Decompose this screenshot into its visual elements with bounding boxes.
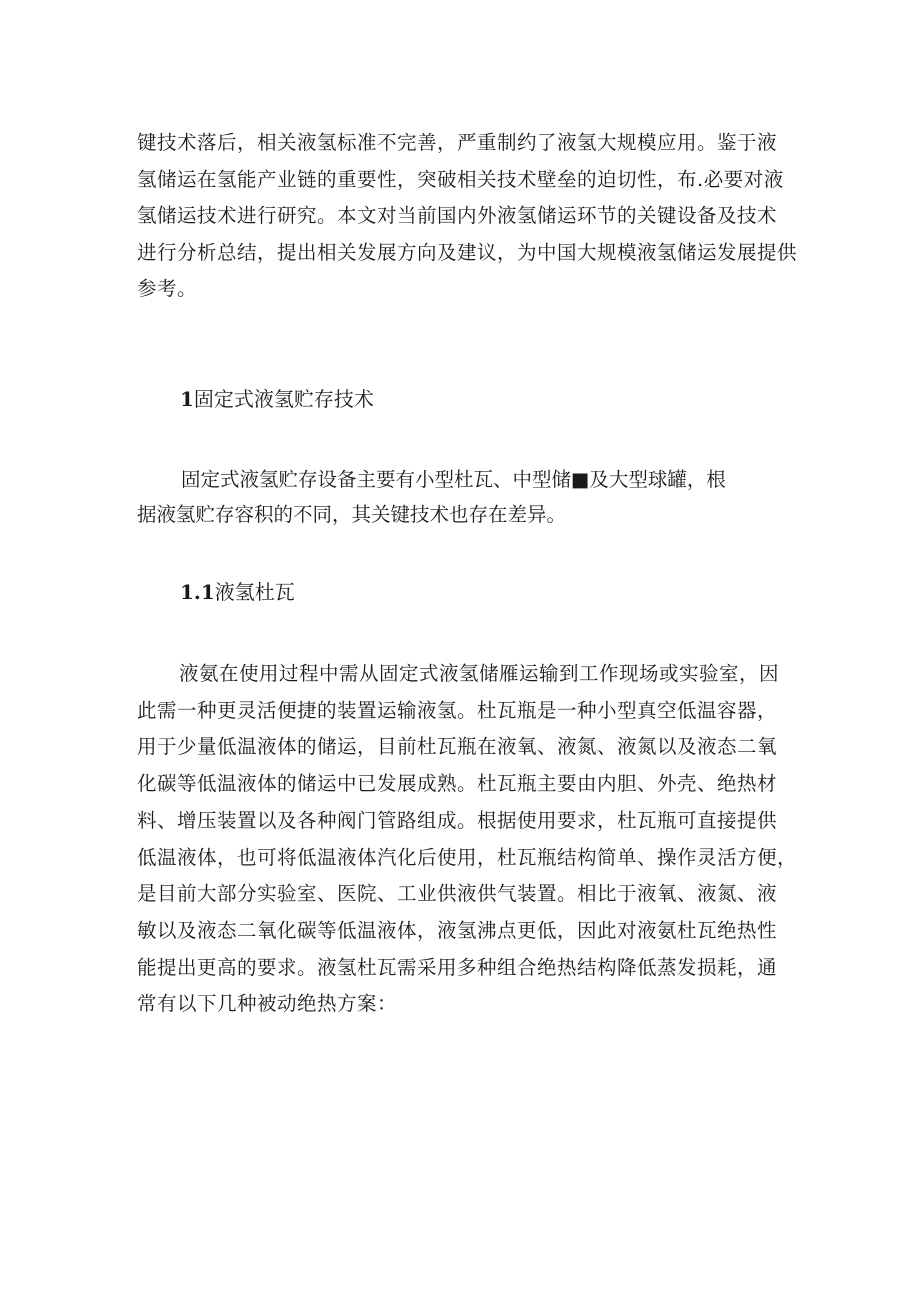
text-line: 键技术落后，相关液氢标准不完善，严重制约了液氢大规模应用。鉴于液 xyxy=(137,131,778,154)
section-heading-1-1 xyxy=(180,576,295,605)
text-line: 参考。 xyxy=(137,277,198,301)
text-line: 据液氢贮存容积的不同，其关键技术也存在差异。 xyxy=(137,503,567,526)
text-line: 化碳等低温液体的储运中已发展成熟。杜瓦瓶主要由内胆、外壳、绝热材 xyxy=(137,772,778,796)
text-line: 氢储运在氢能产业链的重要性，突破相关技术壁垒的迫切性，布.必要对液 xyxy=(137,167,784,191)
section-1-1-paragraph xyxy=(137,656,798,1023)
section-title: 固定式液氢贮存技术 xyxy=(193,387,374,411)
text-line: 液氨在使用过程中需从固定式液氢储雁运输到工作现场或实验室，因 xyxy=(179,662,780,685)
section-number: 1.1 xyxy=(180,580,215,604)
text-line: 能提出更高的要求。液氢杜瓦需采用多种组合绝热结构降低蒸发损耗，通 xyxy=(137,955,778,979)
section-title: 液氢杜瓦 xyxy=(214,580,295,604)
section-number: 1 xyxy=(180,387,194,411)
text-line: 此需一种更灵活便捷的装置运输液氢。杜瓦瓶是一种小型真空低温容器， xyxy=(137,698,778,722)
text-line: 低温液体，也可将低温液体汽化后使用，杜瓦瓶结构简单、操作灵活方便， xyxy=(137,845,798,869)
section-1-paragraph xyxy=(137,456,787,527)
text-line: 常有以下几种被动绝热方案： xyxy=(137,992,398,1016)
text-line: 料、增压装置以及各种阀门管路组成。根据使用要求，杜瓦瓶可直接提供 xyxy=(137,808,778,832)
text-line: 氢储运技术进行研究。本文对当前国内外液氢储运环节的关键设备及技术 xyxy=(137,204,778,228)
text-line: 敏以及液态二氧化碳等低温液体，液氢沸点更低，因此对液氨杜瓦绝热性 xyxy=(137,918,778,942)
text-line: 用于少量低温液体的储运，目前杜瓦瓶在液氧、液氮、液氮以及液态二氧 xyxy=(137,735,778,759)
section-heading-1 xyxy=(180,383,374,412)
intro-paragraph xyxy=(137,125,798,308)
text-line: 进行分析总结，提出相关发展方向及建议，为中国大规模液氢储运发展提供 xyxy=(137,240,798,264)
text-line: 是目前大部分实验室、医院、工业供液供气装置。相比于液氧、液氮、液 xyxy=(137,882,778,906)
text-line: 固定式液氢贮存设备主要有小型杜瓦、中型储■及大型球罐，根 xyxy=(181,468,726,491)
